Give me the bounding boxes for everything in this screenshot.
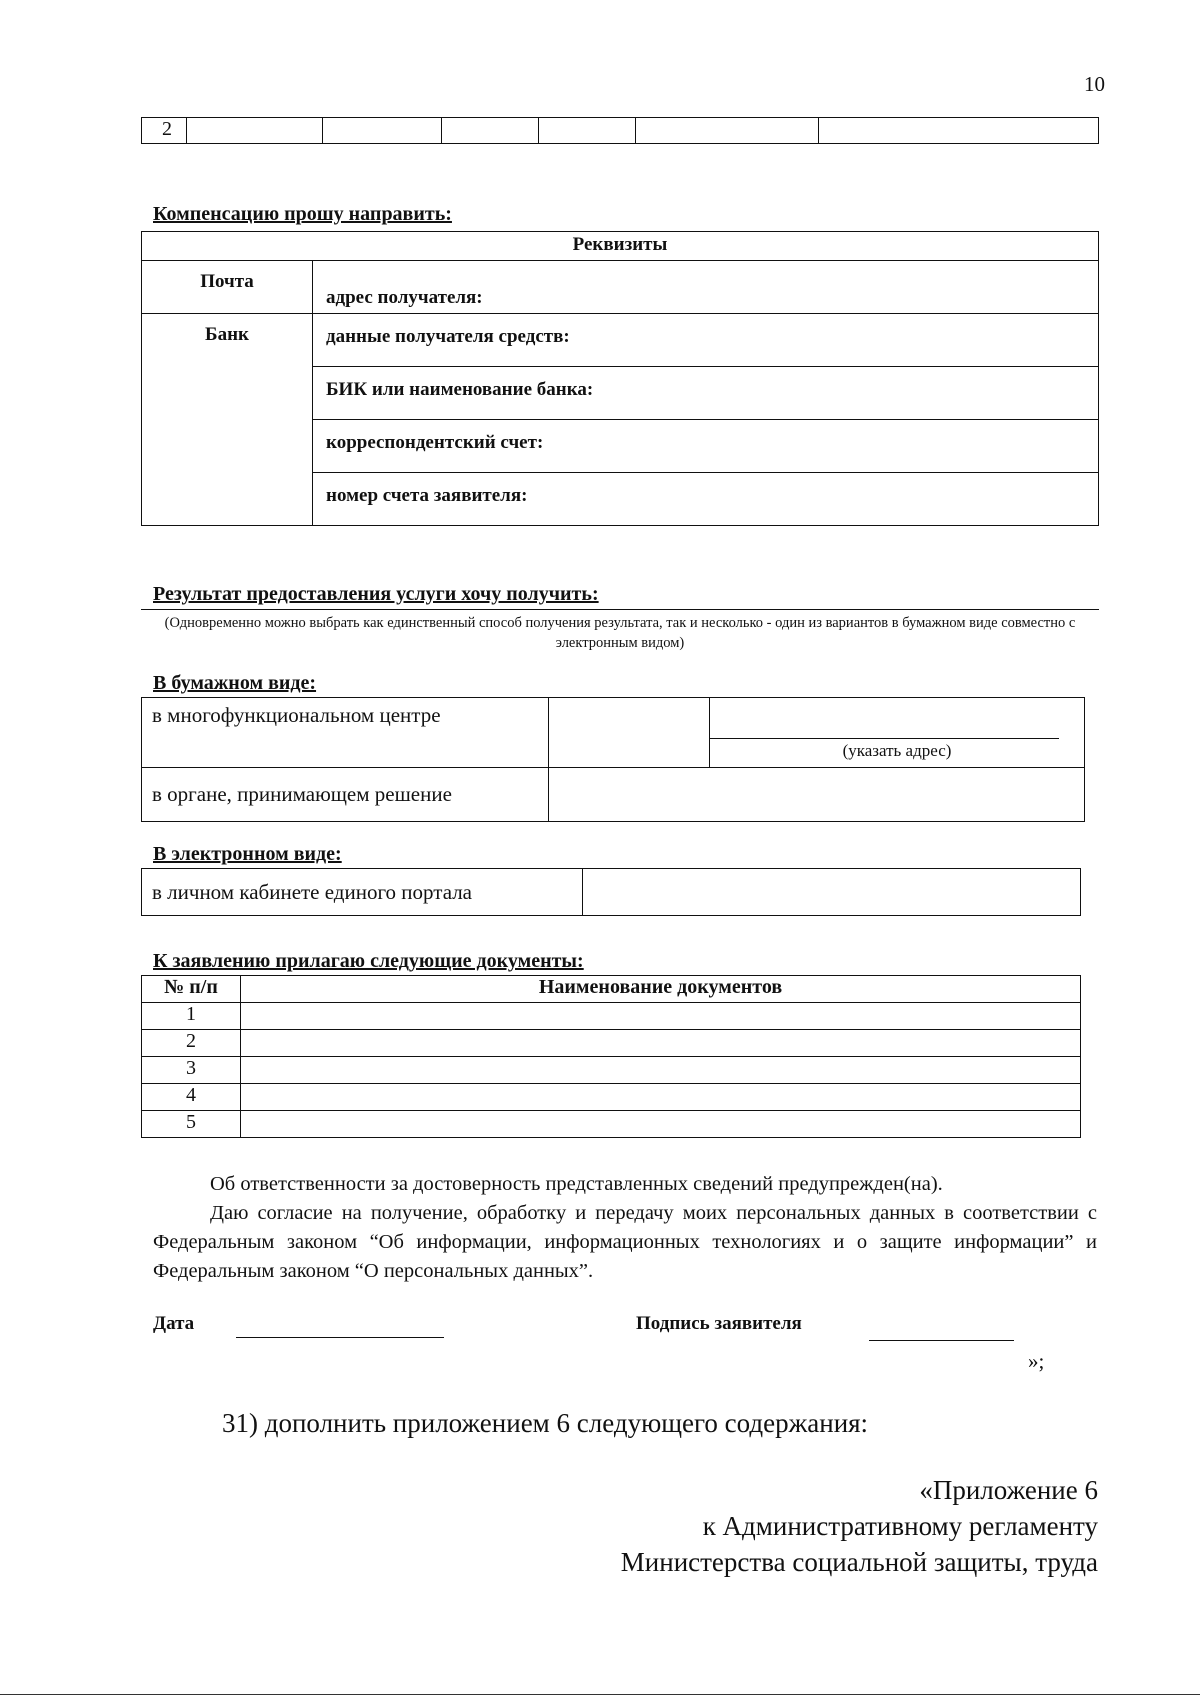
previous-table-fragment bbox=[141, 117, 1099, 144]
correspondent-account-field[interactable] bbox=[313, 420, 1099, 473]
page-bottom-edge bbox=[0, 1694, 1200, 1695]
portal-option-checkbox[interactable] bbox=[583, 869, 1081, 916]
amendment-item: 31) дополнить приложением 6 следующего содержания: bbox=[222, 1408, 869, 1438]
funds-recipient-field[interactable] bbox=[313, 314, 1099, 367]
requisites-header: Реквизиты bbox=[142, 232, 1099, 261]
authority-option-label: в органе, принимающем решение bbox=[142, 768, 549, 822]
mfc-option-checkbox[interactable] bbox=[549, 698, 710, 768]
responsibility-statement: Об ответственности за достоверность представленных сведений предупрежден(на). bbox=[210, 1173, 943, 1195]
date-label: Дата bbox=[153, 1313, 195, 1334]
date-field[interactable] bbox=[236, 1337, 444, 1338]
requisites-table bbox=[141, 231, 1099, 526]
attached-documents-title: К заявлению прилагаю следующие документы: bbox=[153, 950, 584, 972]
recipient-address-field[interactable] bbox=[313, 261, 1099, 314]
col-number-header: № п/п bbox=[142, 976, 241, 1003]
table-cell-number: 2 bbox=[142, 118, 187, 144]
authority-option-checkbox[interactable] bbox=[549, 768, 1085, 822]
mfc-option-label: в многофункциональном центре bbox=[142, 698, 549, 768]
result-divider bbox=[141, 609, 1099, 610]
applicant-account-field[interactable] bbox=[313, 473, 1099, 526]
document-name-field[interactable] bbox=[241, 1084, 1081, 1111]
col-name-header: Наименование документов bbox=[241, 976, 1081, 1003]
table-cell bbox=[539, 118, 636, 144]
table-cell bbox=[636, 118, 819, 144]
appendix-line: «Приложение 6 bbox=[919, 1475, 1098, 1505]
funds-recipient-label: данные получателя средств: bbox=[326, 326, 570, 347]
portal-option-label: в личном кабинете единого портала bbox=[142, 869, 583, 916]
page-number: 10 bbox=[1084, 72, 1105, 96]
paper-options-table bbox=[141, 697, 1085, 822]
document-name-field[interactable] bbox=[241, 1030, 1081, 1057]
mfc-address-cell[interactable] bbox=[710, 698, 1085, 768]
row-number: 5 bbox=[142, 1111, 241, 1138]
electronic-form-title: В электронном виде: bbox=[153, 843, 342, 865]
paper-form-title: В бумажном виде: bbox=[153, 672, 317, 694]
compensation-title: Компенсацию прошу направить: bbox=[153, 203, 452, 225]
correspondent-account-label: корреспондентский счет: bbox=[326, 432, 544, 453]
closing-quote: »; bbox=[1028, 1349, 1045, 1373]
result-title: Результат предоставления услуги хочу получить: bbox=[153, 583, 599, 605]
applicant-account-label: номер счета заявителя: bbox=[326, 485, 528, 506]
table-cell bbox=[819, 118, 1099, 144]
bank-bik-field[interactable] bbox=[313, 367, 1099, 420]
row-number: 3 bbox=[142, 1057, 241, 1084]
row-number: 4 bbox=[142, 1084, 241, 1111]
table-cell bbox=[442, 118, 539, 144]
table-cell bbox=[323, 118, 442, 144]
row-number: 2 bbox=[142, 1030, 241, 1057]
address-hint: (указать адрес) bbox=[842, 741, 952, 760]
documents-table bbox=[141, 975, 1081, 1138]
appendix-line: к Административному регламенту bbox=[702, 1511, 1098, 1541]
row-number: 1 bbox=[142, 1003, 241, 1030]
electronic-options-table bbox=[141, 868, 1081, 916]
recipient-address-label: адрес получателя: bbox=[326, 287, 483, 308]
appendix-line: Министерства социальной защиты, труда bbox=[620, 1547, 1098, 1577]
appendix-heading bbox=[621, 1472, 1098, 1580]
document-name-field[interactable] bbox=[241, 1111, 1081, 1138]
document-name-field[interactable] bbox=[241, 1003, 1081, 1030]
result-note: (Одновременно можно выбрать как единственный способ получения результата, так и несколько - один из вариантов в бумажном виде совместно с электронным видом) bbox=[164, 615, 1076, 651]
mail-label: Почта bbox=[142, 261, 313, 314]
signature-label: Подпись заявителя bbox=[636, 1313, 802, 1334]
signature-field[interactable] bbox=[869, 1340, 1014, 1341]
table-cell bbox=[187, 118, 323, 144]
bank-bik-label: БИК или наименование банка: bbox=[326, 379, 594, 400]
consent-statement: Даю согласие на получение, обработку и передачу моих персональных данных в соответствии с Федеральным законом “Об информации, информационных технологиях и о защите информации” и Федеральным законом “О персональных данных”. bbox=[153, 1202, 1097, 1282]
bank-label: Банк bbox=[142, 314, 313, 526]
declaration-text bbox=[153, 1170, 1097, 1286]
document-name-field[interactable] bbox=[241, 1057, 1081, 1084]
